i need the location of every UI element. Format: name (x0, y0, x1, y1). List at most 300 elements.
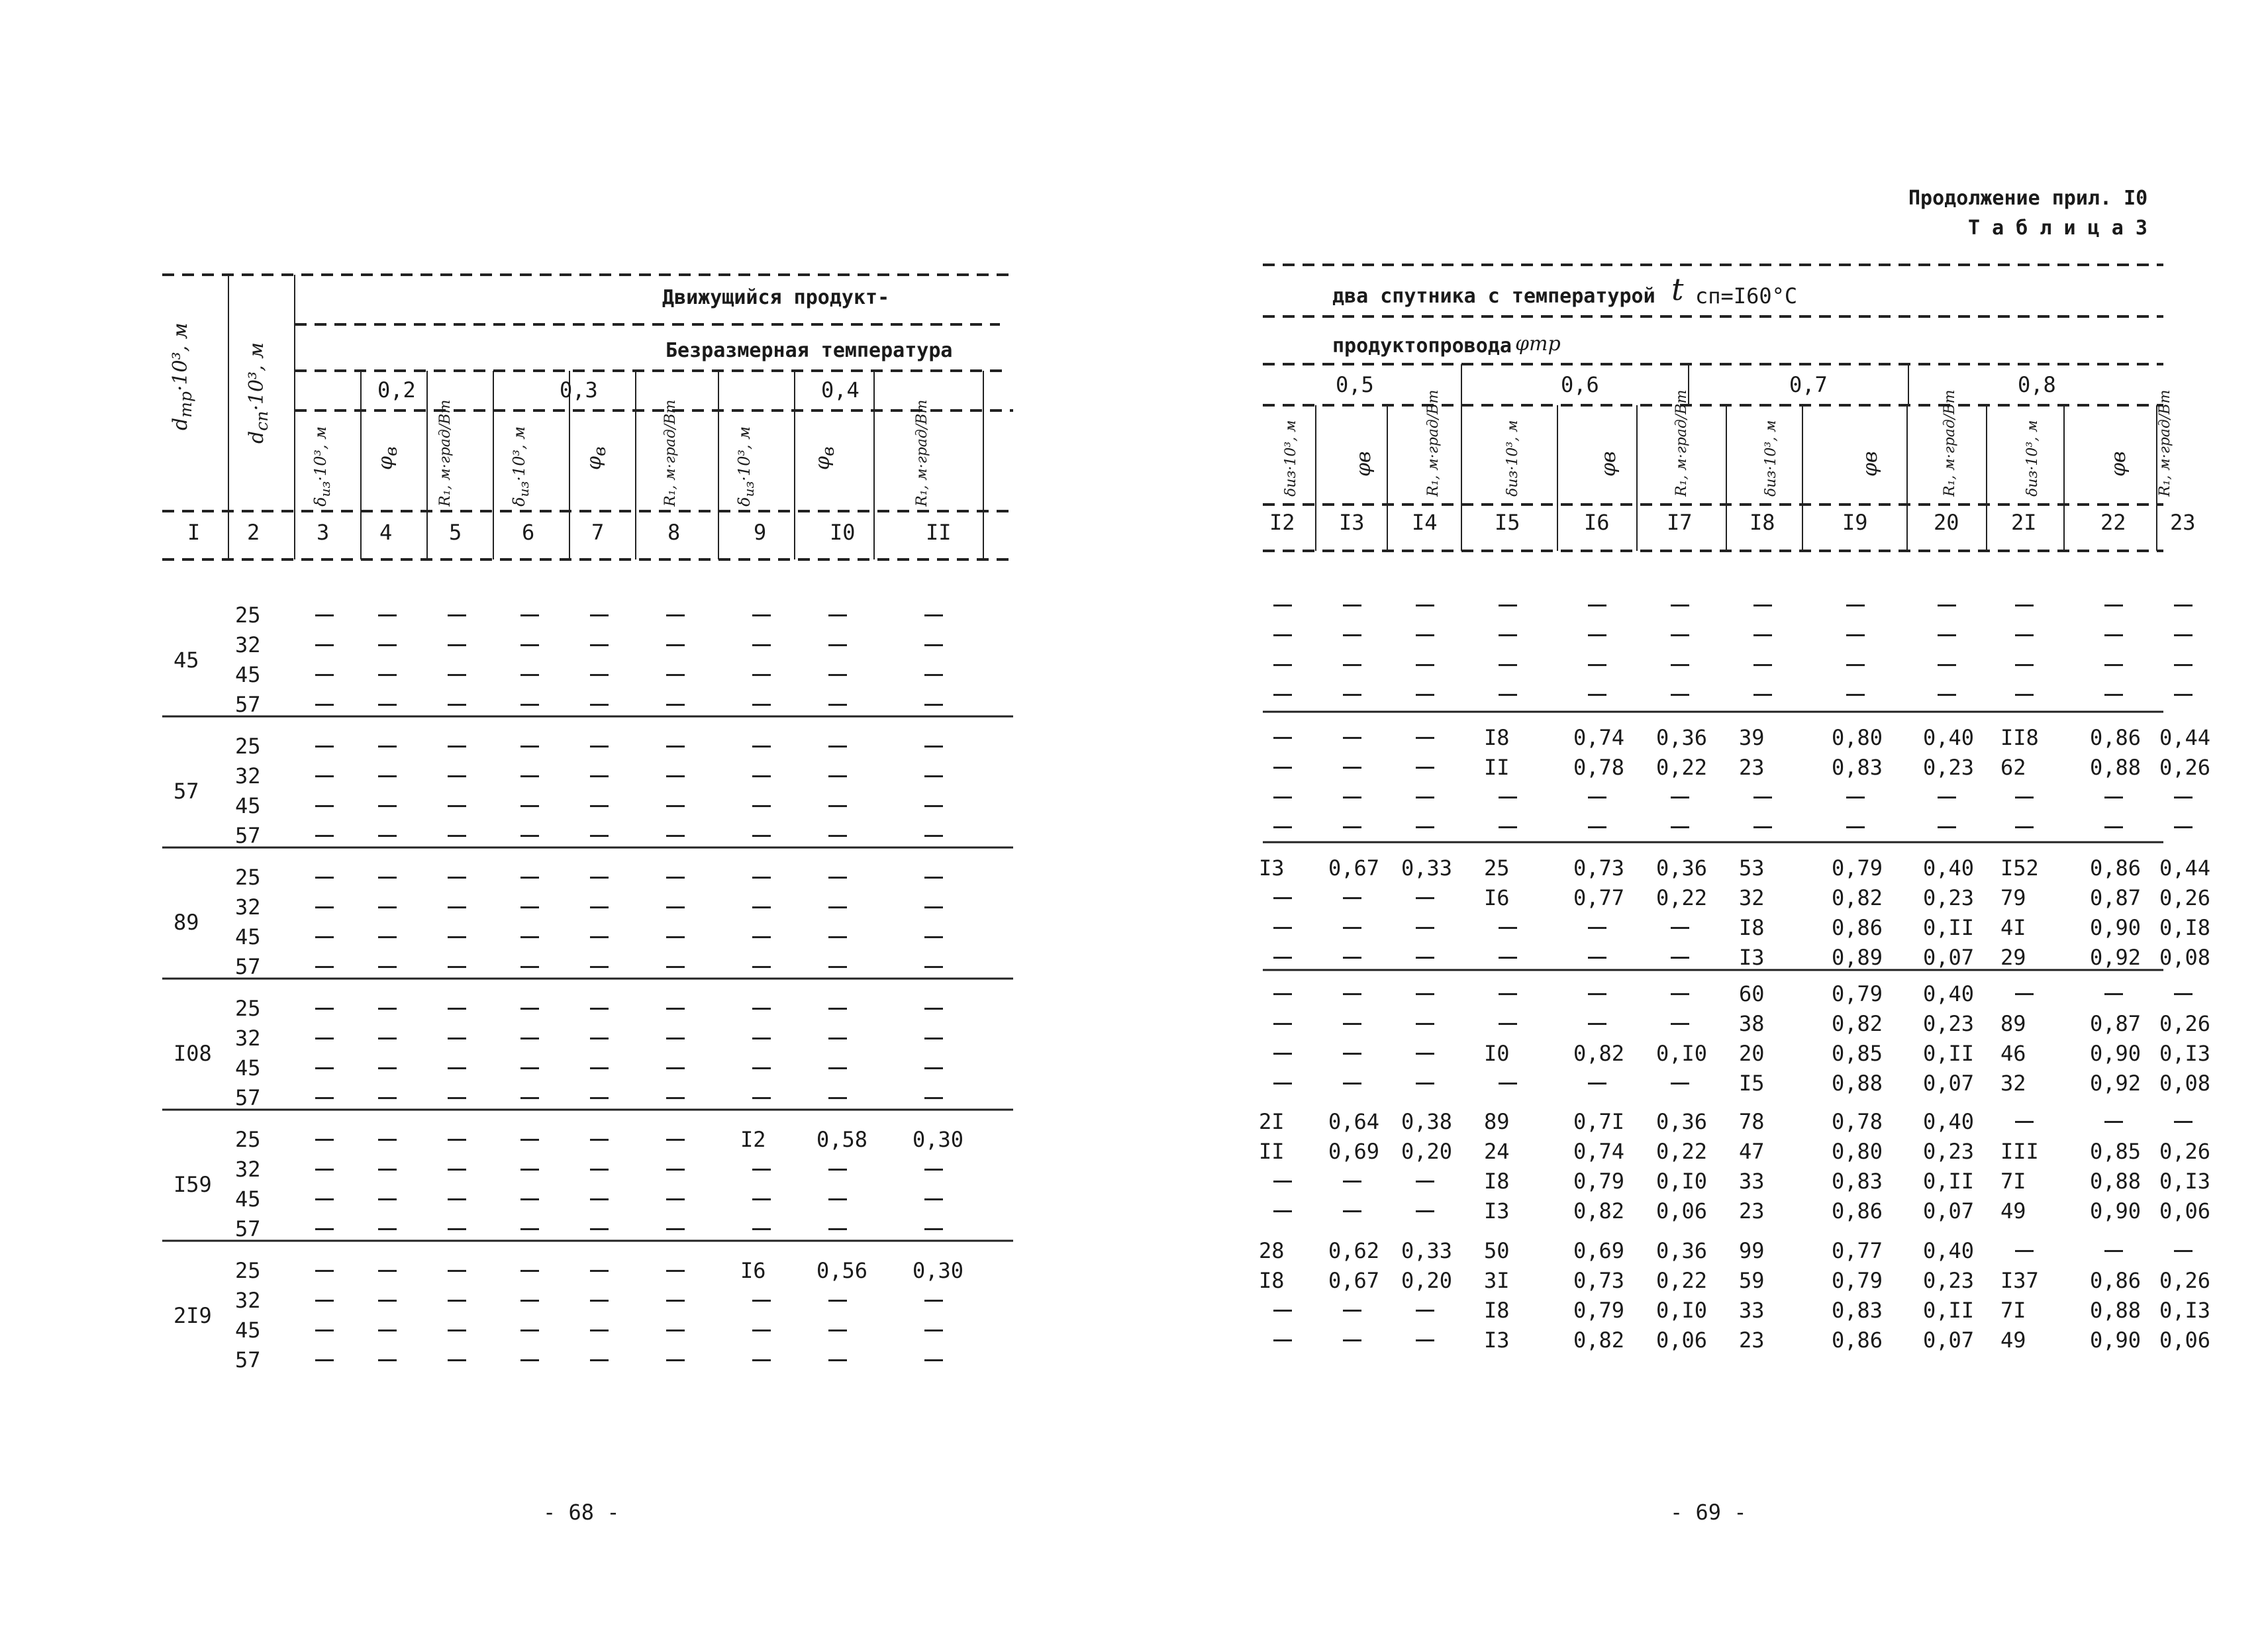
col-number-0: I (187, 520, 201, 545)
dtr-value: 57 (173, 779, 199, 804)
empty-cell-dash (520, 1169, 539, 1171)
empty-cell-dash (752, 1169, 771, 1171)
group-label-r0: 0,5 (1336, 372, 1374, 397)
empty-cell-dash (590, 906, 609, 908)
table-cell: 0,88 (1832, 1071, 1883, 1096)
empty-cell-dash (1343, 604, 1361, 606)
empty-cell-dash (448, 805, 466, 807)
col-number-2: 3 (317, 520, 330, 545)
empty-cell-dash (448, 674, 466, 676)
empty-cell-dash (828, 1329, 847, 1331)
empty-cell-dash (448, 1008, 466, 1010)
empty-cell-dash (1273, 826, 1292, 828)
empty-cell-dash (1938, 797, 1956, 798)
table-cell: 0,78 (1573, 755, 1625, 780)
empty-cell-dash (1671, 1083, 1689, 1085)
moving-product-header: Движущийся продукт- (662, 286, 890, 309)
empty-cell-dash (378, 775, 397, 777)
empty-cell-dash (520, 966, 539, 968)
empty-cell-dash (1671, 957, 1689, 959)
table-cell: 3I (1484, 1268, 1510, 1293)
table-cell: 0,22 (1656, 1139, 1708, 1164)
empty-cell-dash (752, 674, 771, 676)
empty-cell-dash (666, 1270, 685, 1272)
dsp-value: 57 (235, 823, 261, 848)
empty-cell-dash (448, 1139, 466, 1141)
empty-cell-dash (378, 746, 397, 748)
empty-cell-dash (1343, 1210, 1361, 1212)
dsp-value: 45 (235, 662, 261, 687)
empty-cell-dash (924, 1329, 943, 1331)
empty-cell-dash (315, 614, 334, 616)
table-cell: 0,07 (1923, 945, 1975, 970)
r-header-3: R₁, м·град/Вт (914, 399, 930, 507)
table-cell: 0,73 (1573, 1268, 1625, 1293)
empty-cell-dash (590, 1359, 609, 1361)
header-symbol: R₁, м·град/Вт (1942, 389, 1958, 497)
empty-cell-dash (1343, 797, 1361, 798)
dtr-value: 2I9 (173, 1303, 212, 1328)
empty-cell-dash (1273, 694, 1292, 696)
empty-cell-dash (1343, 1083, 1361, 1085)
empty-cell-dash (1499, 826, 1517, 828)
table-cell: 0,I0 (1656, 1169, 1708, 1194)
empty-cell-dash (1499, 634, 1517, 636)
table-cell: 4I (2000, 915, 2026, 940)
table-cell: 0,II (1923, 915, 1975, 940)
empty-cell-dash (590, 966, 609, 968)
empty-cell-dash (1753, 634, 1772, 636)
table-cell: 0,II (1923, 1169, 1975, 1194)
empty-cell-dash (752, 1359, 771, 1361)
dimensionless-temp-header: Безразмерная температура (666, 339, 953, 362)
table-cell: 0,74 (1573, 1139, 1625, 1164)
table-cell: 0,77 (1832, 1238, 1883, 1263)
empty-cell-dash (1416, 1023, 1434, 1025)
table-cell: 0,86 (1832, 915, 1883, 940)
dsp-value: 57 (235, 1216, 261, 1241)
table-cell: 0,I8 (2159, 915, 2211, 940)
col-number-r4: I6 (1584, 510, 1610, 535)
empty-cell-dash (378, 936, 397, 938)
empty-cell-dash (752, 805, 771, 807)
r-header-1: R₁, м·град/Вт (437, 399, 454, 507)
empty-cell-dash (1588, 604, 1606, 606)
empty-cell-dash (752, 614, 771, 616)
table-cell: I0 (1484, 1041, 1510, 1066)
empty-cell-dash (1846, 797, 1865, 798)
empty-cell-dash (828, 906, 847, 908)
empty-cell-dash (520, 1139, 539, 1141)
col-number-5: 6 (522, 520, 535, 545)
empty-cell-dash (378, 966, 397, 968)
empty-cell-dash (520, 674, 539, 676)
empty-cell-dash (1588, 634, 1606, 636)
empty-cell-dash (590, 1329, 609, 1331)
empty-cell-dash (1416, 767, 1434, 769)
table-cell: 0,7I (1573, 1109, 1625, 1134)
table-cell: 0,86 (1832, 1328, 1883, 1353)
empty-cell-dash (1343, 694, 1361, 696)
empty-cell-dash (666, 1300, 685, 1302)
empty-cell-dash (1938, 694, 1956, 696)
table-cell: 0,07 (1923, 1328, 1975, 1353)
table-cell: 0,I3 (2159, 1169, 2211, 1194)
continuation-label: Продолжение прил. I0 (1908, 187, 2148, 210)
table-cell: 0,79 (1832, 855, 1883, 881)
empty-cell-dash (315, 1038, 334, 1039)
col-number-r3: I5 (1495, 510, 1520, 535)
empty-cell-dash (1671, 694, 1689, 696)
empty-cell-dash (666, 746, 685, 748)
empty-cell-dash (924, 674, 943, 676)
table-cell: 0,I0 (1656, 1298, 1708, 1323)
empty-cell-dash (1938, 604, 1956, 606)
table-cell: 33 (1739, 1169, 1765, 1194)
table-cell: 0,82 (1573, 1328, 1625, 1353)
empty-cell-dash (828, 1169, 847, 1171)
header-symbol: φв (1352, 451, 1375, 477)
empty-cell-dash (924, 835, 943, 837)
empty-cell-dash (2174, 664, 2193, 666)
table-cell: I8 (1259, 1268, 1285, 1293)
empty-cell-dash (378, 1139, 397, 1141)
right-page (1134, 0, 2268, 1642)
empty-cell-dash (924, 704, 943, 706)
empty-cell-dash (2104, 664, 2123, 666)
table-cell: III (2000, 1139, 2039, 1164)
dtr-value: 45 (173, 648, 199, 673)
empty-cell-dash (590, 1169, 609, 1171)
empty-cell-dash (828, 1359, 847, 1361)
empty-cell-dash (590, 1198, 609, 1200)
phi-header-1: $\varphi_в$ (374, 446, 401, 470)
dsp-value: 45 (235, 1186, 261, 1212)
table-cell: 0,06 (1656, 1198, 1708, 1224)
empty-cell-dash (448, 966, 466, 968)
empty-cell-dash (924, 1067, 943, 1069)
table-cell: 0,33 (1401, 1238, 1453, 1263)
empty-cell-dash (1273, 797, 1292, 798)
empty-cell-dash (520, 1008, 539, 1010)
empty-cell-dash (1938, 826, 1956, 828)
empty-cell-dash (520, 1270, 539, 1272)
table-cell: 28 (1259, 1238, 1285, 1263)
dsp-value: 25 (235, 734, 261, 759)
empty-cell-dash (448, 1300, 466, 1302)
empty-cell-dash (520, 1198, 539, 1200)
empty-cell-dash (666, 966, 685, 968)
table-cell: 0,67 (1328, 1268, 1380, 1293)
table-cell: 0,58 (816, 1127, 868, 1152)
empty-cell-dash (1499, 957, 1517, 959)
table-cell: 0,80 (1832, 725, 1883, 750)
empty-cell-dash (924, 1169, 943, 1171)
empty-cell-dash (448, 1198, 466, 1200)
empty-cell-dash (315, 936, 334, 938)
table-cell: 89 (1484, 1109, 1510, 1134)
empty-cell-dash (666, 1359, 685, 1361)
empty-cell-dash (1753, 797, 1772, 798)
table-cell: I5 (1739, 1071, 1765, 1096)
table-cell: I6 (1484, 885, 1510, 910)
empty-cell-dash (378, 1008, 397, 1010)
empty-cell-dash (2015, 664, 2034, 666)
table-cell: 0,86 (2090, 855, 2142, 881)
table-cell: 0,85 (1832, 1041, 1883, 1066)
dsp-value: 32 (235, 1026, 261, 1051)
dsp-value: 32 (235, 894, 261, 920)
empty-cell-dash (1273, 1083, 1292, 1085)
empty-cell-dash (448, 746, 466, 748)
empty-cell-dash (1846, 634, 1865, 636)
empty-cell-dash (378, 1038, 397, 1039)
empty-cell-dash (590, 746, 609, 748)
empty-cell-dash (448, 877, 466, 879)
group-label-r2: 0,7 (1789, 372, 1828, 397)
empty-cell-dash (520, 1038, 539, 1039)
table-cell: 60 (1739, 981, 1765, 1006)
empty-cell-dash (924, 644, 943, 646)
empty-cell-dash (590, 835, 609, 837)
col-number-r1: I3 (1339, 510, 1365, 535)
empty-cell-dash (666, 614, 685, 616)
table-cell: 0,90 (2090, 915, 2142, 940)
empty-cell-dash (1588, 957, 1606, 959)
table-cell: 0,64 (1328, 1109, 1380, 1134)
page-number-right: - 69 - (1670, 1500, 1747, 1525)
empty-cell-dash (1499, 604, 1517, 606)
table-cell: 0,23 (1923, 1139, 1975, 1164)
empty-cell-dash (1671, 993, 1689, 995)
table-cell: 0,90 (2090, 1198, 2142, 1224)
empty-cell-dash (378, 1270, 397, 1272)
empty-cell-dash (1343, 1310, 1361, 1312)
empty-cell-dash (752, 1329, 771, 1331)
table-cell: 0,82 (1832, 885, 1883, 910)
empty-cell-dash (378, 1329, 397, 1331)
table-cell: 0,36 (1656, 1238, 1708, 1263)
empty-cell-dash (1343, 1023, 1361, 1025)
empty-cell-dash (315, 746, 334, 748)
empty-cell-dash (448, 614, 466, 616)
empty-cell-dash (1273, 957, 1292, 959)
empty-cell-dash (590, 1097, 609, 1099)
empty-cell-dash (666, 877, 685, 879)
empty-cell-dash (828, 775, 847, 777)
header-symbol: φв (2107, 451, 2130, 477)
header-symbol: φв (1597, 451, 1620, 477)
empty-cell-dash (924, 805, 943, 807)
empty-cell-dash (1588, 797, 1606, 798)
empty-cell-dash (828, 746, 847, 748)
table-cell: 0,23 (1923, 1268, 1975, 1293)
empty-cell-dash (315, 1359, 334, 1361)
table-cell: 78 (1739, 1109, 1765, 1134)
empty-cell-dash (378, 1169, 397, 1171)
empty-cell-dash (1671, 826, 1689, 828)
empty-cell-dash (1416, 993, 1434, 995)
table-cell: 0,I3 (2159, 1298, 2211, 1323)
table-cell: 0,82 (1573, 1041, 1625, 1066)
table-cell: 0,26 (2159, 1268, 2211, 1293)
table-cell: 0,62 (1328, 1238, 1380, 1263)
table-cell: 0,82 (1832, 1011, 1883, 1036)
empty-cell-dash (1273, 1023, 1292, 1025)
empty-cell-dash (315, 1270, 334, 1272)
empty-cell-dash (2015, 634, 2034, 636)
empty-cell-dash (924, 1228, 943, 1230)
header-symbol: R₁, м·град/Вт (1425, 389, 1442, 497)
empty-cell-dash (448, 1270, 466, 1272)
empty-cell-dash (378, 614, 397, 616)
empty-cell-dash (1343, 826, 1361, 828)
empty-cell-dash (520, 644, 539, 646)
empty-cell-dash (828, 674, 847, 676)
t-symbol: t (1671, 271, 1684, 307)
empty-cell-dash (590, 936, 609, 938)
phi-header-2: $\varphi_в$ (583, 446, 609, 470)
table-cell: 0,40 (1923, 725, 1975, 750)
table-cell: 0,36 (1656, 855, 1708, 881)
col-number-r11: 23 (2170, 510, 2196, 535)
empty-cell-dash (2015, 1121, 2034, 1123)
empty-cell-dash (315, 775, 334, 777)
empty-cell-dash (378, 835, 397, 837)
empty-cell-dash (2104, 604, 2123, 606)
empty-cell-dash (1416, 1181, 1434, 1183)
empty-cell-dash (1753, 826, 1772, 828)
empty-cell-dash (315, 1198, 334, 1200)
table-cell: 0,06 (2159, 1328, 2211, 1353)
table-cell: 0,69 (1573, 1238, 1625, 1263)
empty-cell-dash (666, 936, 685, 938)
empty-cell-dash (1416, 797, 1434, 798)
empty-cell-dash (828, 1300, 847, 1302)
empty-cell-dash (1416, 897, 1434, 899)
table-cell: 0,II (1923, 1298, 1975, 1323)
empty-cell-dash (1846, 664, 1865, 666)
empty-cell-dash (590, 775, 609, 777)
table-cell: 23 (1739, 1328, 1765, 1353)
header-symbol: δиз·10³, м (1763, 420, 1779, 497)
header-symbol: δиз·10³, м (1504, 420, 1521, 497)
empty-cell-dash (1273, 897, 1292, 899)
empty-cell-dash (666, 775, 685, 777)
empty-cell-dash (2104, 634, 2123, 636)
empty-cell-dash (1416, 664, 1434, 666)
table-cell: 7I (2000, 1169, 2026, 1194)
empty-cell-dash (448, 644, 466, 646)
empty-cell-dash (666, 1038, 685, 1039)
empty-cell-dash (666, 1228, 685, 1230)
empty-cell-dash (520, 775, 539, 777)
empty-cell-dash (378, 674, 397, 676)
table-cell: 0,23 (1923, 755, 1975, 780)
table-cell: I37 (2000, 1268, 2039, 1293)
table-cell: 0,92 (2090, 1071, 2142, 1096)
empty-cell-dash (378, 1097, 397, 1099)
table-cell: 0,92 (2090, 945, 2142, 970)
empty-cell-dash (448, 936, 466, 938)
empty-cell-dash (590, 1067, 609, 1069)
empty-cell-dash (2174, 993, 2193, 995)
diz-header-3: $\delta_{из}\cdot 10^3$, м (735, 426, 757, 507)
empty-cell-dash (520, 877, 539, 879)
t-sub-value: сп=I60°C (1695, 283, 1798, 309)
col-number-7: 8 (667, 520, 681, 545)
empty-cell-dash (666, 1329, 685, 1331)
table-cell: I8 (1484, 725, 1510, 750)
table-cell: I8 (1484, 1169, 1510, 1194)
table-cell: I3 (1739, 945, 1765, 970)
empty-cell-dash (828, 936, 847, 938)
empty-cell-dash (1499, 1023, 1517, 1025)
empty-cell-dash (1938, 664, 1956, 666)
empty-cell-dash (1671, 1023, 1689, 1025)
table-cell: 0,40 (1923, 1238, 1975, 1263)
table-cell: 0,33 (1401, 855, 1453, 881)
empty-cell-dash (666, 835, 685, 837)
empty-cell-dash (924, 1359, 943, 1361)
table-cell: 89 (2000, 1011, 2026, 1036)
empty-cell-dash (1273, 664, 1292, 666)
diz-header-1: $\delta_{из}\cdot 10^3$, м (311, 426, 333, 507)
empty-cell-dash (924, 614, 943, 616)
table-cell: 0,77 (1573, 885, 1625, 910)
table-cell: 0,80 (1832, 1139, 1883, 1164)
empty-cell-dash (1588, 1023, 1606, 1025)
empty-cell-dash (828, 1097, 847, 1099)
empty-cell-dash (828, 1198, 847, 1200)
empty-cell-dash (666, 906, 685, 908)
table-cell: 0,06 (1656, 1328, 1708, 1353)
col-number-r6: I8 (1750, 510, 1775, 535)
empty-cell-dash (448, 1329, 466, 1331)
dtr-header: $d_{тр}\cdot 10^3$, м (169, 322, 195, 430)
table-cell: II (1484, 755, 1510, 780)
table-cell: 0,67 (1328, 855, 1380, 881)
table-cell: 0,26 (2159, 755, 2211, 780)
empty-cell-dash (1416, 604, 1434, 606)
empty-cell-dash (1343, 927, 1361, 929)
group-label-0: 0,2 (377, 377, 416, 403)
col-number-r2: I4 (1412, 510, 1438, 535)
table-cell: II8 (2000, 725, 2039, 750)
empty-cell-dash (1416, 927, 1434, 929)
table-cell: 29 (2000, 945, 2026, 970)
empty-cell-dash (1416, 1210, 1434, 1212)
empty-cell-dash (520, 704, 539, 706)
empty-cell-dash (1846, 826, 1865, 828)
empty-cell-dash (924, 936, 943, 938)
empty-cell-dash (1416, 694, 1434, 696)
table-cell: 0,07 (1923, 1198, 1975, 1224)
empty-cell-dash (1343, 767, 1361, 769)
empty-cell-dash (666, 1198, 685, 1200)
empty-cell-dash (666, 1169, 685, 1171)
table-cell: 0,69 (1328, 1139, 1380, 1164)
empty-cell-dash (752, 877, 771, 879)
empty-cell-dash (1273, 634, 1292, 636)
group-label-r1: 0,6 (1561, 372, 1599, 397)
empty-cell-dash (752, 1198, 771, 1200)
empty-cell-dash (828, 644, 847, 646)
table-cell: II (1259, 1139, 1285, 1164)
empty-cell-dash (924, 877, 943, 879)
empty-cell-dash (1343, 664, 1361, 666)
dsp-value: 32 (235, 1288, 261, 1313)
